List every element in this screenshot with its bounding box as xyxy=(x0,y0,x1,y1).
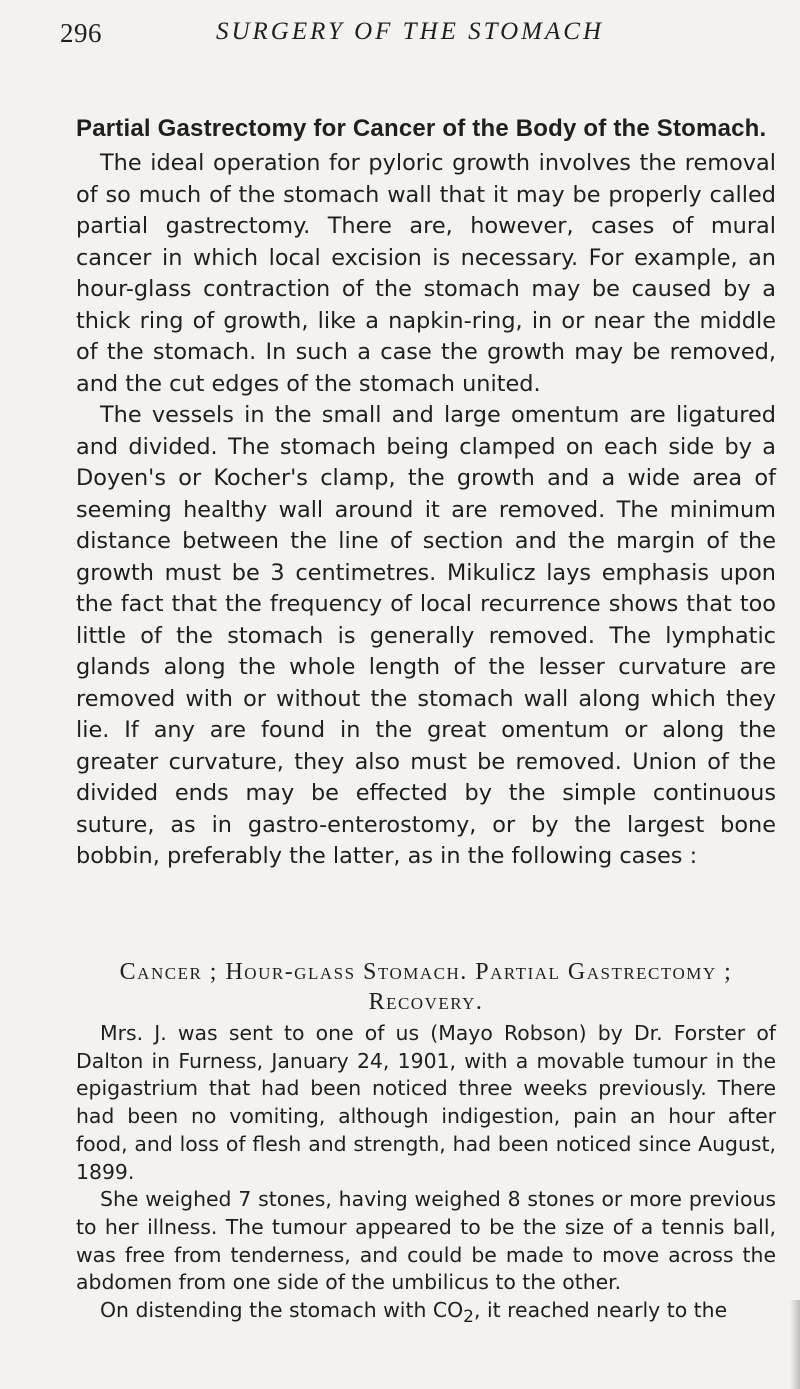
section-heading: Partial Gastrectomy for Cancer of the Body of the Stomach. xyxy=(76,115,767,142)
running-head xyxy=(60,18,760,58)
final-line-start: On distending the stomach with CO xyxy=(100,1298,464,1323)
case-body xyxy=(76,1020,776,1332)
section-body xyxy=(76,148,776,873)
page-number: 296 xyxy=(60,18,102,48)
case-paragraph-final xyxy=(76,1297,776,1332)
co2-subscript: 2 xyxy=(463,1307,474,1328)
running-title: SURGERY OF THE STOMACH xyxy=(215,18,604,45)
case-heading xyxy=(76,957,776,1017)
case-heading-line: Recovery. xyxy=(368,989,484,1015)
case-paragraph: She weighed 7 stones, having weighed 8 stones or more previous to her illness. The tumour appeared to be the size of a tennis ball, was free from tenderness, and could be made to move across the abdomen from one side of the umbilicus to the other. xyxy=(76,1187,776,1295)
body-paragraph: The ideal operation for pyloric growth involves the removal of so much of the stomach wall that it may be properly called partial gastrectomy. There are, however, cases of mural cancer in which local excision is necessary. For example, an hour-glass contraction of the stomach may be caused by a thick ring of growth, like a napkin-ring, in or near the middle of the stomach. In such a case the growth may be removed, and the cut edges of the stomach united. xyxy=(76,150,776,397)
case-heading-line: Cancer ; Hour-glass Stomach. Partial Gastrectomy ; xyxy=(119,959,733,985)
final-line-end: , it reached nearly to the xyxy=(473,1298,728,1323)
body-paragraph: The vessels in the small and large omentum are ligatured and divided. The stomach being clamped on each side by a Doyen's or Kocher's clamp, the growth and a wide area of seeming healthy wall around it are removed. The minimum distance between the line of section and the margin of the growth must be 3 centimetres. Mikulicz lays emphasis upon the fact that the frequency of local recurrence shows that too little of the stomach is generally removed. The lymphatic glands along the whole length of the lesser curvature are removed with or without the stomach wall along which they lie. If any are found in the great omentum or along the greater curvature, they also must be removed. Union of the divided ends may be effected by the simple continuous suture, as in gastro-enterostomy, or by the largest bone bobbin, preferably the latter, as in the following cases : xyxy=(76,402,776,869)
page-edge-shadow xyxy=(790,1300,800,1389)
case-paragraph: Mrs. J. was sent to one of us (Mayo Robson) by Dr. Forster of Dalton in Furness, January 24, 1901, with a movable tumour in the epigastrium that had been noticed three weeks previously. There had been no vomiting, although indigestion, pain an hour after food, and loss of flesh and strength, had been noticed since August, 1899. xyxy=(76,1021,776,1184)
